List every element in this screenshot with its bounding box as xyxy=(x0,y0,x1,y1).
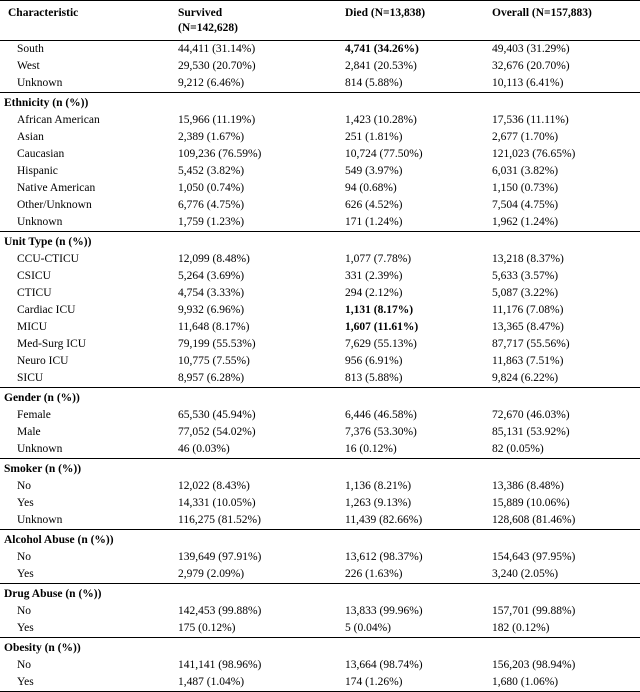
row-label: MICU xyxy=(17,321,48,333)
table-row xyxy=(0,549,640,566)
table-row xyxy=(0,478,640,495)
survived-cell: 1,759 (1.23%) xyxy=(178,216,245,228)
died-cell: 626 (4.52%) xyxy=(345,199,403,211)
died-cell: 226 (1.63%) xyxy=(345,568,403,580)
overall-cell: 6,031 (3.82%) xyxy=(492,165,559,177)
row-label: Cardiac ICU xyxy=(17,304,76,316)
table-row xyxy=(0,407,640,424)
table-row xyxy=(0,41,640,59)
row-label: No xyxy=(17,659,32,671)
table-row xyxy=(0,302,640,319)
table-row xyxy=(0,657,640,674)
survived-cell: 8,957 (6.28%) xyxy=(178,372,245,384)
overall-cell: 49,403 (31.29%) xyxy=(492,43,570,55)
overall-cell: 87,717 (55.56%) xyxy=(492,338,570,350)
overall-cell: 13,365 (8.47%) xyxy=(492,321,564,333)
survived-cell: 46 (0.03%) xyxy=(178,443,230,455)
survived-cell: 65,530 (45.94%) xyxy=(178,409,256,421)
overall-cell: 9,824 (6.22%) xyxy=(492,372,559,384)
died-cell: 13,612 (98.37%) xyxy=(345,551,423,563)
table-row xyxy=(0,58,640,75)
column-header-label: Overall (N=157,883) xyxy=(492,7,592,19)
survived-cell: 142,453 (99.88%) xyxy=(178,605,262,617)
section-header-row xyxy=(0,232,640,252)
survived-cell: 1,050 (0.74%) xyxy=(178,182,245,194)
died-cell: 10,724 (77.50%) xyxy=(345,148,423,160)
table-row xyxy=(0,512,640,530)
survived-cell: 2,389 (1.67%) xyxy=(178,131,245,143)
table-row xyxy=(0,319,640,336)
section-header-row xyxy=(0,638,640,658)
table-row xyxy=(0,674,640,692)
overall-cell: 11,863 (7.51%) xyxy=(492,355,564,367)
survived-cell: 12,099 (8.48%) xyxy=(178,253,250,265)
row-label: Unknown xyxy=(17,443,63,455)
section-title: Alcohol Abuse (n (%)) xyxy=(0,530,640,550)
overall-cell: 5,087 (3.22%) xyxy=(492,287,559,299)
died-cell: 251 (1.81%) xyxy=(345,131,403,143)
died-cell: 171 (1.24%) xyxy=(345,216,403,228)
died-cell: 174 (1.26%) xyxy=(345,676,403,688)
row-label: Neuro ICU xyxy=(17,355,69,367)
overall-cell: 5,633 (3.57%) xyxy=(492,270,559,282)
column-header-label: Died (N=13,838) xyxy=(345,7,426,19)
survived-cell: 10,775 (7.55%) xyxy=(178,355,250,367)
survived-cell: 116,275 (81.52%) xyxy=(178,514,261,526)
died-cell: 13,833 (99.96%) xyxy=(345,605,423,617)
died-cell: 1,077 (7.78%) xyxy=(345,253,412,265)
section-header-row xyxy=(0,388,640,408)
survived-cell: 14,331 (10.05%) xyxy=(178,497,256,509)
section-header-row xyxy=(0,93,640,113)
overall-cell: 10,113 (6.41%) xyxy=(492,77,564,89)
died-cell: 956 (6.91%) xyxy=(345,355,403,367)
survived-cell: 6,776 (4.75%) xyxy=(178,199,245,211)
row-label: African American xyxy=(17,114,100,126)
section-header-row xyxy=(0,530,640,550)
row-label: Caucasian xyxy=(17,148,65,160)
overall-cell: 1,150 (0.73%) xyxy=(492,182,559,194)
row-label: Asian xyxy=(17,131,44,143)
died-cell: 294 (2.12%) xyxy=(345,287,403,299)
table-row xyxy=(0,424,640,441)
died-cell: 5 (0.04%) xyxy=(345,622,391,634)
overall-cell: 1,962 (1.24%) xyxy=(492,216,559,228)
overall-cell: 1,680 (1.06%) xyxy=(492,676,559,688)
table-body xyxy=(0,41,640,692)
row-label: Other/Unknown xyxy=(17,199,92,211)
table-row xyxy=(0,112,640,129)
table-row xyxy=(0,75,640,93)
section-title: Obesity (n (%)) xyxy=(0,638,640,658)
row-label: Native American xyxy=(17,182,96,194)
section-title: Smoker (n (%)) xyxy=(0,459,640,479)
survived-cell: 44,411 (31.14%) xyxy=(178,43,256,55)
died-cell: 331 (2.39%) xyxy=(345,270,403,282)
survived-cell: 11,648 (8.17%) xyxy=(178,321,250,333)
row-label: Male xyxy=(17,426,41,438)
overall-cell: 128,608 (81.46%) xyxy=(492,514,576,526)
table-row xyxy=(0,566,640,584)
column-header-died xyxy=(337,1,484,41)
row-label: Yes xyxy=(17,568,34,580)
overall-cell: 13,218 (8.37%) xyxy=(492,253,564,265)
row-label: Unknown xyxy=(17,514,63,526)
table-row xyxy=(0,495,640,512)
died-cell: 7,376 (53.30%) xyxy=(345,426,417,438)
section-title: Gender (n (%)) xyxy=(0,388,640,408)
row-label: Med-Surg ICU xyxy=(17,338,87,350)
overall-cell: 15,889 (10.06%) xyxy=(492,497,570,509)
row-label: Unknown xyxy=(17,77,63,89)
overall-cell: 182 (0.12%) xyxy=(492,622,550,634)
table-row xyxy=(0,603,640,620)
column-header-subscript: (N=142,628) xyxy=(178,22,238,34)
survived-cell: 9,212 (6.46%) xyxy=(178,77,245,89)
row-label: Hispanic xyxy=(17,165,58,177)
section-title: Unit Type (n (%)) xyxy=(0,232,640,252)
overall-cell: 2,677 (1.70%) xyxy=(492,131,559,143)
column-header-overall xyxy=(484,1,640,41)
row-label: Yes xyxy=(17,676,34,688)
table-row xyxy=(0,146,640,163)
row-label: Unknown xyxy=(17,216,63,228)
overall-cell: 72,670 (46.03%) xyxy=(492,409,570,421)
row-label: SICU xyxy=(17,372,44,384)
overall-cell: 13,386 (8.48%) xyxy=(492,480,564,492)
table-row xyxy=(0,441,640,459)
table-row xyxy=(0,336,640,353)
table-row xyxy=(0,268,640,285)
died-cell: 1,607 (11.61%) xyxy=(345,321,419,333)
table-row xyxy=(0,197,640,214)
died-cell: 1,136 (8.21%) xyxy=(345,480,412,492)
survived-cell: 12,022 (8.43%) xyxy=(178,480,250,492)
table-row xyxy=(0,251,640,268)
died-cell: 6,446 (46.58%) xyxy=(345,409,417,421)
section-title: Ethnicity (n (%)) xyxy=(0,93,640,113)
overall-cell: 154,643 (97.95%) xyxy=(492,551,576,563)
overall-cell: 82 (0.05%) xyxy=(492,443,544,455)
overall-cell: 17,536 (11.11%) xyxy=(492,114,569,126)
table-row xyxy=(0,129,640,146)
table-row xyxy=(0,285,640,302)
survived-cell: 77,052 (54.02%) xyxy=(178,426,256,438)
row-label: Yes xyxy=(17,622,34,634)
overall-cell: 85,131 (53.92%) xyxy=(492,426,570,438)
survived-cell: 4,754 (3.33%) xyxy=(178,287,245,299)
row-label: CSICU xyxy=(17,270,51,282)
overall-cell: 121,023 (76.65%) xyxy=(492,148,576,160)
died-cell: 1,131 (8.17%) xyxy=(345,304,414,316)
table-row xyxy=(0,180,640,197)
row-label: No xyxy=(17,605,32,617)
row-label: West xyxy=(17,60,40,72)
died-cell: 1,263 (9.13%) xyxy=(345,497,412,509)
died-cell: 16 (0.12%) xyxy=(345,443,397,455)
column-header-characteristic xyxy=(0,1,170,41)
row-label: CCU-CTICU xyxy=(17,253,79,265)
column-header-label: Characteristic xyxy=(8,7,79,19)
row-label: Female xyxy=(17,409,51,421)
table-row xyxy=(0,163,640,180)
overall-cell: 3,240 (2.05%) xyxy=(492,568,559,580)
survived-cell: 139,649 (97.91%) xyxy=(178,551,262,563)
survived-cell: 5,264 (3.69%) xyxy=(178,270,245,282)
row-label: No xyxy=(17,480,32,492)
died-cell: 2,841 (20.53%) xyxy=(345,60,417,72)
table-row xyxy=(0,620,640,638)
survived-cell: 141,141 (98.96%) xyxy=(178,659,262,671)
overall-cell: 32,676 (20.70%) xyxy=(492,60,570,72)
column-header-survived xyxy=(170,1,337,41)
died-cell: 814 (5.88%) xyxy=(345,77,403,89)
survived-cell: 109,236 (76.59%) xyxy=(178,148,262,160)
died-cell: 813 (5.88%) xyxy=(345,372,403,384)
table-row xyxy=(0,353,640,370)
survived-cell: 9,932 (6.96%) xyxy=(178,304,245,316)
row-label: No xyxy=(17,551,32,563)
overall-cell: 156,203 (98.94%) xyxy=(492,659,576,671)
survived-cell: 79,199 (55.53%) xyxy=(178,338,256,350)
died-cell: 549 (3.97%) xyxy=(345,165,403,177)
row-label: South xyxy=(17,43,44,55)
section-header-row xyxy=(0,584,640,604)
table-row xyxy=(0,214,640,232)
survived-cell: 29,530 (20.70%) xyxy=(178,60,256,72)
survived-cell: 2,979 (2.09%) xyxy=(178,568,245,580)
died-cell: 94 (0.68%) xyxy=(345,182,397,194)
died-cell: 7,629 (55.13%) xyxy=(345,338,417,350)
row-label: CTICU xyxy=(17,287,52,299)
survived-cell: 1,487 (1.04%) xyxy=(178,676,245,688)
overall-cell: 157,701 (99.88%) xyxy=(492,605,576,617)
section-title: Drug Abuse (n (%)) xyxy=(0,584,640,604)
column-header-label: Survived xyxy=(178,7,223,19)
row-label: Yes xyxy=(17,497,34,509)
section-header-row xyxy=(0,459,640,479)
died-cell: 13,664 (98.74%) xyxy=(345,659,423,671)
survived-cell: 5,452 (3.82%) xyxy=(178,165,245,177)
died-cell: 4,741 (34.26%) xyxy=(345,43,419,55)
survived-cell: 175 (0.12%) xyxy=(178,622,236,634)
survived-cell: 15,966 (11.19%) xyxy=(178,114,256,126)
table-header-row xyxy=(0,1,640,41)
table-row xyxy=(0,370,640,388)
overall-cell: 7,504 (4.75%) xyxy=(492,199,559,211)
died-cell: 11,439 (82.66%) xyxy=(345,514,423,526)
died-cell: 1,423 (10.28%) xyxy=(345,114,417,126)
overall-cell: 11,176 (7.08%) xyxy=(492,304,564,316)
